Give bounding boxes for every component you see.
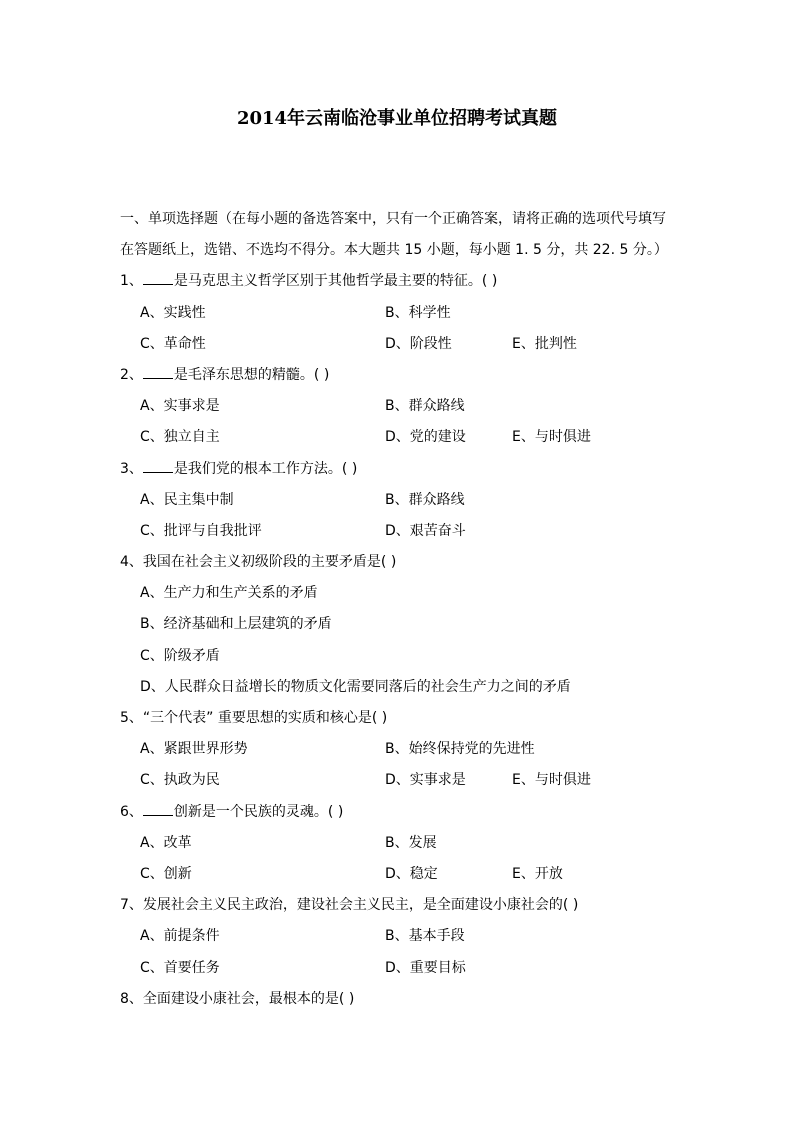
answer-option: D、实事求是 xyxy=(385,772,466,789)
answer-option: C、独立自主 xyxy=(140,429,220,446)
question-number: 2、 xyxy=(120,366,143,383)
question-list xyxy=(120,266,680,1015)
question-stem xyxy=(120,797,680,828)
answer-option: D、艰苦奋斗 xyxy=(385,522,466,539)
answer-option: E、与时俱进 xyxy=(512,429,591,446)
option-row xyxy=(120,485,680,516)
answer-option: B、始终保持党的先进性 xyxy=(385,741,535,758)
page-title: 2014年云南临沧事业单位招聘考试真题 xyxy=(236,108,558,129)
answer-option: C、阶级矛盾 xyxy=(140,647,220,664)
section-instructions-line-1: 一、单项选择题（在每小题的备选答案中，只有一个正确答案，请将正确的选项代号填写 xyxy=(120,211,666,227)
answer-option: A、实践性 xyxy=(140,304,206,321)
answer-option: D、稳定 xyxy=(385,865,438,882)
question-text: 发展社会主义民主政治，建设社会主义民主，是全面建设小康社会的( ) xyxy=(142,897,579,914)
question-text: 是我们党的根本工作方法。( ) xyxy=(173,460,358,477)
answer-option: C、执政为民 xyxy=(140,772,220,789)
question-number: 6、 xyxy=(120,803,143,820)
question-text: 是马克思主义哲学区别于其他哲学最主要的特征。( ) xyxy=(173,273,498,290)
answer-option: A、民主集中制 xyxy=(140,491,234,508)
answer-option: A、实事求是 xyxy=(140,398,220,415)
option-row xyxy=(120,516,680,547)
answer-option: A、前提条件 xyxy=(140,928,220,945)
question-stem xyxy=(120,984,680,1015)
option-row xyxy=(120,672,680,703)
answer-option: B、基本手段 xyxy=(385,928,465,945)
question-number: 4、 xyxy=(120,554,143,571)
option-row xyxy=(120,298,680,329)
option-row xyxy=(120,765,680,796)
answer-blank xyxy=(143,458,173,473)
answer-option: D、人民群众日益增长的物质文化需要同落后的社会生产力之间的矛盾 xyxy=(140,678,571,695)
answer-option: D、阶段性 xyxy=(385,335,452,352)
answer-option: A、改革 xyxy=(140,834,192,851)
document-body xyxy=(120,204,680,1015)
question-number: 8、 xyxy=(120,990,143,1007)
question-text: 创新是一个民族的灵魂。( ) xyxy=(173,803,344,820)
answer-option: E、与时俱进 xyxy=(512,772,591,789)
question-stem xyxy=(120,266,680,297)
option-row xyxy=(120,641,680,672)
question-number: 1、 xyxy=(120,273,143,290)
option-row xyxy=(120,329,680,360)
answer-option: E、批判性 xyxy=(512,335,577,352)
answer-option: B、科学性 xyxy=(385,304,451,321)
answer-option: A、紧跟世界形势 xyxy=(140,741,248,758)
option-row xyxy=(120,859,680,890)
answer-blank xyxy=(143,801,173,816)
answer-option: B、群众路线 xyxy=(385,398,465,415)
question-stem xyxy=(120,547,680,578)
option-row xyxy=(120,578,680,609)
question-stem xyxy=(120,703,680,734)
answer-option: C、创新 xyxy=(140,865,192,882)
answer-option: C、首要任务 xyxy=(140,959,220,976)
question-text: “三个代表” 重要思想的实质和核心是( ) xyxy=(142,710,388,726)
option-row xyxy=(120,828,680,859)
answer-option: C、革命性 xyxy=(140,335,206,352)
question-stem xyxy=(120,454,680,485)
option-row xyxy=(120,391,680,422)
option-row xyxy=(120,609,680,640)
question-text: 是毛泽东思想的精髓。( ) xyxy=(173,366,330,383)
question-number: 5、 xyxy=(120,710,143,726)
answer-option: B、经济基础和上层建筑的矛盾 xyxy=(140,616,332,633)
question-stem xyxy=(120,890,680,921)
question-text: 全面建设小康社会，最根本的是( ) xyxy=(142,990,355,1007)
answer-blank xyxy=(143,364,173,379)
option-row xyxy=(120,734,680,765)
answer-option: B、群众路线 xyxy=(385,491,465,508)
question-text: 我国在社会主义初级阶段的主要矛盾是( ) xyxy=(142,554,397,571)
question-number: 7、 xyxy=(120,897,143,914)
answer-option: E、开放 xyxy=(512,865,563,882)
option-row xyxy=(120,953,680,984)
question-stem xyxy=(120,360,680,391)
answer-option: A、生产力和生产关系的矛盾 xyxy=(140,585,318,602)
answer-option: B、发展 xyxy=(385,834,437,851)
question-number: 3、 xyxy=(120,460,143,477)
answer-option: C、批评与自我批评 xyxy=(140,522,262,539)
option-row xyxy=(120,921,680,952)
answer-option: D、党的建设 xyxy=(385,429,466,446)
answer-option: D、重要目标 xyxy=(385,959,466,976)
answer-blank xyxy=(143,270,173,285)
section-instructions-line-2: 在答题纸上，选错、不选均不得分。本大题共 15 小题，每小题 1. 5 分，共 22. 5 分。） xyxy=(120,242,668,259)
option-row xyxy=(120,422,680,453)
